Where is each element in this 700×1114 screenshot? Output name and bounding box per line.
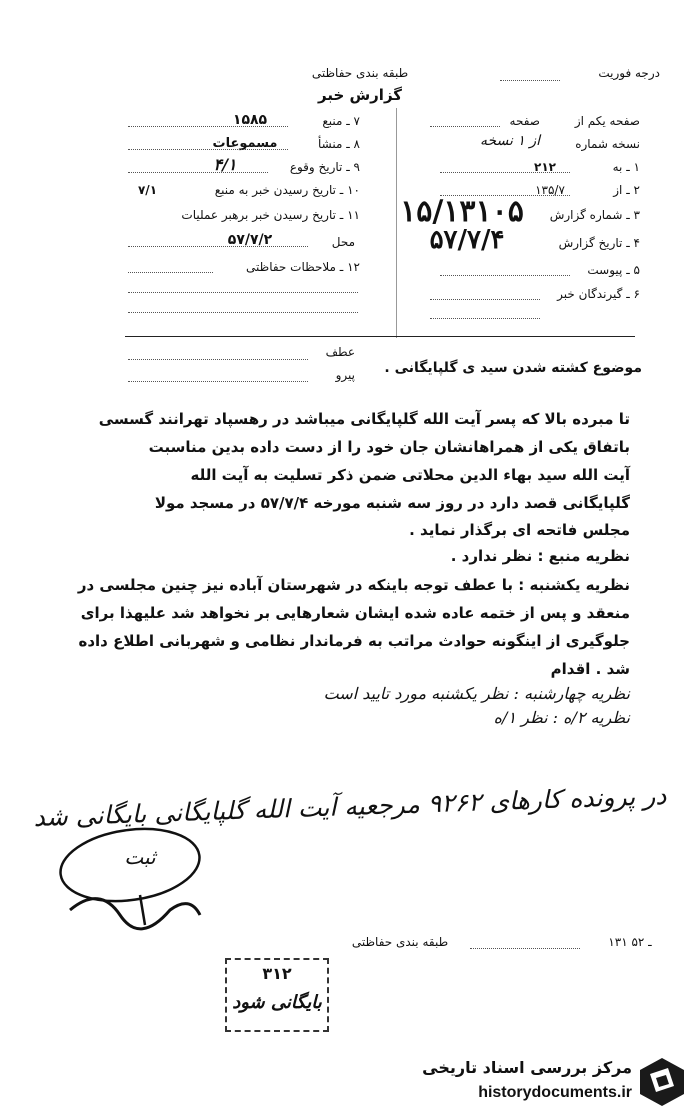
field-attachment-label: ۵ ـ پیوست	[587, 263, 640, 277]
body-line: مجلس فاتحه ای برگذار نماید .	[409, 521, 630, 539]
body-line: آیت الله سید بهاء الدین محلاتی ضمن ذکر تسلیت به آیت الله	[190, 466, 630, 484]
field-received-source-label: ۱۰ ـ تاریخ رسیدن خبر به منبع	[214, 183, 360, 197]
field-report-number-value: ۱۵/۱۳۱۰۵	[400, 194, 524, 229]
field-report-date-label: ۴ ـ تاریخ گزارش	[558, 236, 640, 250]
body-line: نظریه یکشنبه : با عطف توجه باینکه در شهرستان آباده نیز چنین مجلسی در	[77, 576, 630, 594]
body-line: شد . اقدام	[550, 660, 630, 678]
signature-scribble	[40, 815, 210, 935]
signature-text: ثبت	[124, 845, 156, 869]
field-source-value: ۱۵۸۵	[232, 112, 268, 128]
field-source-label: ۷ ـ منبع	[322, 114, 360, 128]
history-documents-logo	[388, 1054, 688, 1112]
field-copy-label: نسخه شماره	[575, 137, 640, 151]
field-origin-value: مسموعات	[212, 136, 278, 151]
subject-line: موضوع کشته شدن سید ی گلپایگانی .	[384, 360, 642, 376]
field-location-value: ۵۷/۷/۲	[227, 232, 273, 248]
handwritten-opinion: نظریه ۲/ه : نظر ۱/ه	[493, 708, 630, 727]
body-line: منعقد و پس از ختمه عاده شده ایشان شعارهایی بر نخواهد شد علیهذا برای	[80, 604, 630, 622]
field-page-label: صفحه یکم از	[574, 114, 640, 128]
document-title: گزارش خبر	[317, 86, 403, 104]
handwritten-opinion: نظریه چهارشنبه : نظر یکشنبه مورد تایید است	[323, 684, 630, 703]
footer-code: ۱۳۱ ـ ۵۲	[608, 935, 652, 949]
footer-classification: طبقه بندی حفاظتی	[351, 935, 449, 949]
body-line: تا مبرده بالا که پسر آیت الله گلپایگانی میباشد در رهسپاد تهرانند گسسی	[98, 410, 630, 428]
field-from-label: ۲ ـ از	[613, 183, 640, 197]
body-line: گلپایگانی قصد دارد در روز سه شنبه مورخه ۵۷/۷/۴ در مسجد مولا	[154, 494, 630, 512]
field-occurrence-date-label: ۹ ـ تاریخ وقوع	[289, 160, 360, 174]
field-to-value: ۲۱۲	[534, 160, 556, 174]
body-line: باتفاق یکی از همراهانشان جان خود را از دست داده بدین مناسبت	[148, 438, 630, 456]
archive-stamp	[225, 958, 329, 1032]
field-from-value: ۱۳۵/۷	[535, 183, 565, 197]
stamp-text: بایگانی شود	[232, 992, 322, 1013]
classification-label: طبقه بندی حفاظتی	[311, 66, 409, 80]
logo-url: historydocuments.ir	[478, 1084, 632, 1101]
logo-icon	[638, 1056, 686, 1108]
field-received-source-value: ۷/۱	[137, 183, 158, 197]
field-occurrence-date-value: ۴/۱	[213, 155, 237, 174]
field-received-ops-label: ۱۱ ـ تاریخ رسیدن خبر برهبر عملیات	[181, 208, 360, 222]
reference-label: عطف	[325, 345, 355, 359]
field-origin-label: ۸ ـ منشأ	[317, 137, 360, 151]
field-security-notes-label: ۱۲ ـ ملاحظات حفاظتی	[246, 260, 360, 274]
body-line: نظریه منبع : نظر ندارد .	[450, 547, 630, 565]
field-to-label: ۱ ـ به	[612, 160, 640, 174]
field-report-date-value: ۵۷/۷/۴	[429, 225, 505, 255]
body-line: جلوگیری از اینگونه حوادث مراتب به فرماندار نظامی و شهربانی اطلاع داده	[78, 632, 630, 650]
field-recipients-label: ۶ ـ گیرندگان خبر	[557, 287, 640, 301]
field-location-label: محل	[331, 235, 355, 249]
urgency-label: درجه فوریت	[598, 66, 660, 80]
field-copy-value: از ۱ نسخه	[479, 133, 540, 149]
handwritten-annotation: در پرونده کارهای ۹۲۶۲ مرجعیه آیت الله گلپایگانی بایگانی شد	[33, 780, 667, 833]
field-page-value: صفحه	[509, 114, 540, 128]
follow-up-label: پیرو	[335, 368, 355, 382]
stamp-number: ۳۱۲	[262, 964, 292, 983]
logo-title: مرکز بررسی اسناد تاریخی	[422, 1058, 632, 1077]
field-report-number-label: ۳ ـ شماره گزارش	[549, 208, 640, 222]
